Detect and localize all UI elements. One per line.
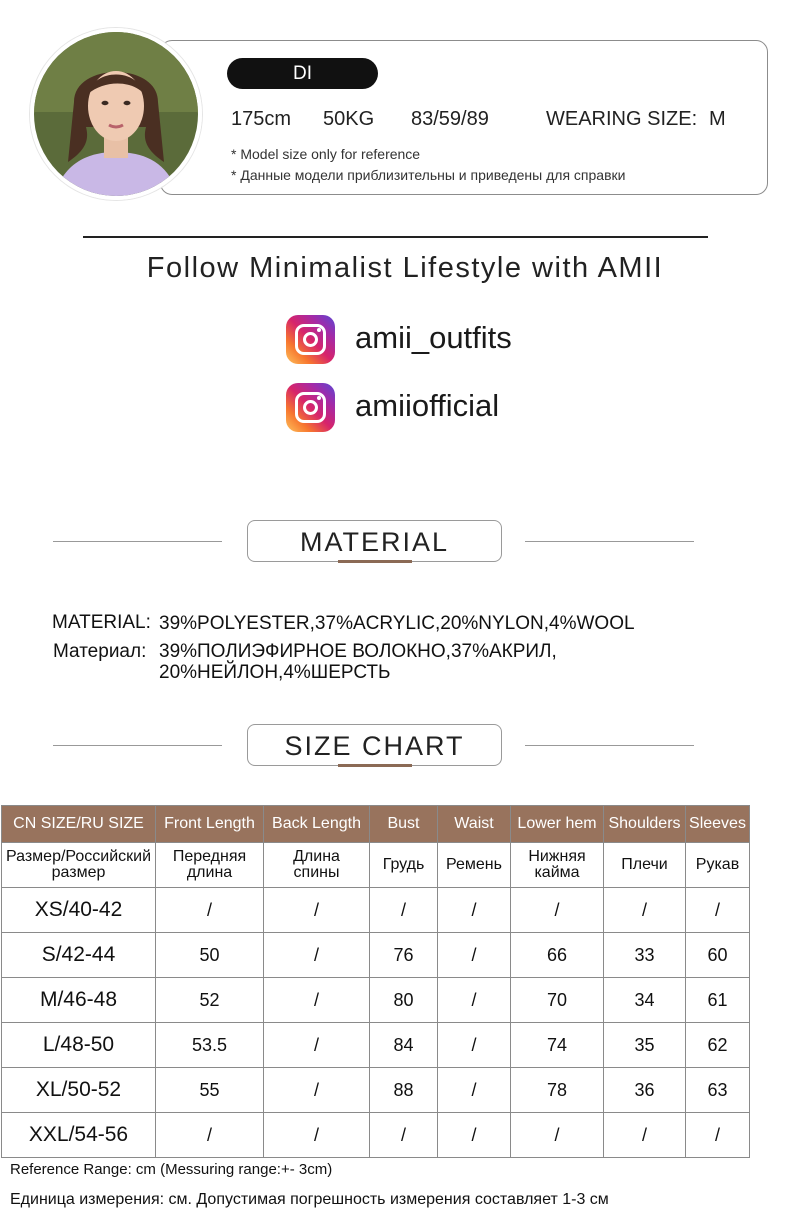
heading-underline [338, 560, 412, 563]
table-cell: / [438, 888, 511, 933]
material-label-en: MATERIAL: [52, 612, 151, 633]
size-cell: XL/50-52 [2, 1068, 156, 1113]
table-cell: / [370, 1113, 438, 1158]
table-cell: / [511, 1113, 604, 1158]
table-cell: / [370, 888, 438, 933]
size-chart-table [1, 805, 750, 1158]
divider [525, 541, 694, 542]
divider [53, 541, 222, 542]
table-cell: 78 [511, 1068, 604, 1113]
size-cell: XS/40-42 [2, 888, 156, 933]
table-cell: / [438, 1113, 511, 1158]
table-cell: / [264, 1113, 370, 1158]
size-cell: S/42-44 [2, 933, 156, 978]
table-cell: 76 [370, 933, 438, 978]
material-label-ru: Материал: [53, 641, 147, 662]
model-weight: 50KG [323, 108, 375, 130]
table-cell: 50 [156, 933, 264, 978]
table-cell: 74 [511, 1023, 604, 1068]
model-note-ru: * Данные модели приблизительны и приведены для справки [231, 167, 626, 183]
material-value-ru-cont: 20%НЕЙЛОН,4%ШЕРСТЬ [159, 662, 391, 683]
table-cell: 60 [686, 933, 750, 978]
column-header: Back Length [264, 806, 370, 843]
table-cell: 80 [370, 978, 438, 1023]
table-cell: / [604, 888, 686, 933]
table-cell: / [438, 1023, 511, 1068]
model-height: 175cm [231, 108, 292, 130]
model-photo [30, 28, 202, 200]
table-cell: 52 [156, 978, 264, 1023]
instagram-icon [286, 315, 335, 364]
column-header: Shoulders [604, 806, 686, 843]
divider [53, 745, 222, 746]
column-header: Sleeves [686, 806, 750, 843]
table-cell: 33 [604, 933, 686, 978]
column-header-ru: Плечи [604, 843, 686, 888]
table-cell: / [264, 1023, 370, 1068]
table-cell: / [156, 1113, 264, 1158]
table-cell: 88 [370, 1068, 438, 1113]
column-header-ru: Грудь [370, 843, 438, 888]
size-cell: XXL/54-56 [2, 1113, 156, 1158]
column-header-ru: Длина спины [264, 843, 370, 888]
table-cell: / [264, 978, 370, 1023]
column-header: CN SIZE/RU SIZE [2, 806, 156, 843]
follow-title: Follow Minimalist Lifestyle with AMII [146, 252, 664, 284]
table-cell: 70 [511, 978, 604, 1023]
column-header-ru: Передняя длина [156, 843, 264, 888]
table-cell: / [511, 888, 604, 933]
table-cell: / [604, 1113, 686, 1158]
table-cell: 55 [156, 1068, 264, 1113]
column-header-ru: Размер/Российский размер [2, 843, 156, 888]
table-cell: / [438, 978, 511, 1023]
column-header-ru: Нижняя кайма [511, 843, 604, 888]
table-cell: / [438, 1068, 511, 1113]
column-header: Bust [370, 806, 438, 843]
table-row [2, 978, 750, 1023]
table-row [2, 888, 750, 933]
table-cell: 62 [686, 1023, 750, 1068]
table-cell: 35 [604, 1023, 686, 1068]
size-cell: M/46-48 [2, 978, 156, 1023]
table-cell: 34 [604, 978, 686, 1023]
table-cell: 66 [511, 933, 604, 978]
wearing-size-label: WEARING SIZE: [546, 108, 698, 130]
heading-underline [338, 764, 412, 767]
table-cell: 61 [686, 978, 750, 1023]
table-header-row [2, 806, 750, 843]
column-header-ru: Ремень [438, 843, 511, 888]
table-cell: / [156, 888, 264, 933]
table-cell: 84 [370, 1023, 438, 1068]
table-row [2, 933, 750, 978]
table-header-row-ru [2, 843, 750, 888]
table-cell: / [264, 888, 370, 933]
table-cell: 63 [686, 1068, 750, 1113]
table-cell: / [264, 933, 370, 978]
instagram-handle-link[interactable]: amii_outfits [355, 320, 512, 355]
model-measurements: 83/59/89 [411, 108, 489, 130]
table-cell: / [438, 933, 511, 978]
footnote-en: Reference Range: cm (Messuring range:+- 3cm) [10, 1161, 333, 1178]
table-cell: 36 [604, 1068, 686, 1113]
wearing-size-value: M [709, 108, 726, 130]
table-cell: / [264, 1068, 370, 1113]
material-value-en: 39%POLYESTER,37%ACRYLIC,20%NYLON,4%WOOL [159, 613, 635, 634]
material-value-ru: 39%ПОЛИЭФИРНОЕ ВОЛОКНО,37%АКРИЛ, [159, 641, 557, 662]
size-cell: L/48-50 [2, 1023, 156, 1068]
table-cell: / [686, 888, 750, 933]
instagram-icon [286, 383, 335, 432]
column-header: Waist [438, 806, 511, 843]
column-header: Lower hem [511, 806, 604, 843]
material-heading: MATERIAL [247, 520, 502, 562]
table-cell: / [686, 1113, 750, 1158]
divider [83, 236, 708, 238]
model-note-en: * Model size only for reference [231, 146, 421, 162]
table-row [2, 1023, 750, 1068]
instagram-handle-link[interactable]: amiiofficial [355, 388, 500, 423]
table-cell: 53.5 [156, 1023, 264, 1068]
table-row [2, 1113, 750, 1158]
model-name-badge: DI [227, 58, 378, 89]
table-row [2, 1068, 750, 1113]
size-chart-heading: SIZE CHART [247, 724, 502, 766]
column-header-ru: Рукав [686, 843, 750, 888]
divider [525, 745, 694, 746]
footnote-ru: Единица измерения: см. Допустимая погрешность измерения составляет 1-3 см [10, 1191, 609, 1208]
column-header: Front Length [156, 806, 264, 843]
